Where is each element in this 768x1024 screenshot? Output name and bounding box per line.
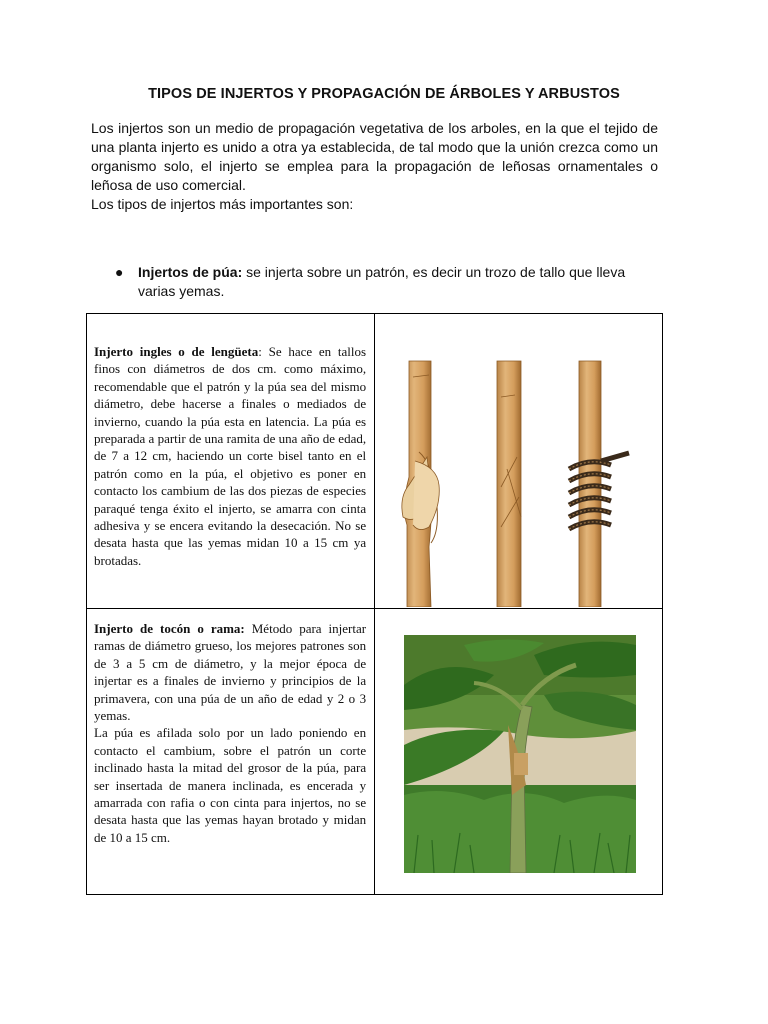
- bullet-term: Injertos de púa:: [138, 264, 243, 280]
- stick-joined: [497, 361, 521, 607]
- intro-text: Los injertos son un medio de propagación vegetativa de los arboles, en la que el tejido de una planta injerto es unido a otra ya establecida, de tal modo que la unión crezca como un organismo solo, el injerto se emplea para la propagación de leñosas ornamentales o leñosa de uso comercial.: [91, 120, 658, 193]
- stump-graft-photo: [404, 635, 636, 873]
- table-row: [87, 314, 663, 609]
- bullet-dot-icon: ●: [115, 264, 124, 280]
- graft-text: : Se hace en tallos finos con diámetros de dos cm. como máximo, recomendable que el patrón y la púa sea del mismo diámetro, debe hacerse a finales o mediados de invierno, cuando la púa esta en latencia. La púa es preparada a partir de una ramita de una año de edad, de 7 a 12 cm, haciendo un corte bisel tanto en el patrón como en la púa, el objetivo es poner en contacto los cambium de las dos piezas de especies paraqué tenga éxito el injerto, se amarra con cinta adhesiva y se encera evitando la desecación. No se desata hasta que las yemas midan 10 a 15 cm ya brotadas.: [94, 344, 367, 568]
- bullet-description: se injerta sobre un patrón, es decir un trozo de tallo que lleva varias yemas.: [138, 264, 626, 299]
- table-cell-description: [87, 609, 375, 895]
- intro-line2: Los tipos de injertos más importantes son:: [91, 196, 354, 212]
- graft-term: Injerto ingles o de lengüeta: [94, 344, 259, 359]
- table-cell-description: [87, 314, 375, 609]
- page-title: TIPOS DE INJERTOS Y PROPAGACIÓN DE ÁRBOLES Y ARBUSTOS: [148, 86, 620, 102]
- whip-graft-illustration: [389, 357, 641, 607]
- stick-tied: [569, 361, 629, 607]
- table-cell-image: [375, 609, 663, 895]
- graft-term: Injerto de tocón o rama:: [94, 621, 245, 636]
- stick-prepared-cut: [402, 361, 439, 607]
- table-row: [87, 609, 663, 895]
- intro-paragraph: [91, 119, 658, 214]
- graft-types-table: [86, 313, 663, 895]
- table-cell-image: [375, 314, 663, 609]
- bullet-text: [138, 263, 658, 301]
- graft-description: [94, 620, 366, 846]
- graft-text: Método para injertar ramas de diámetro grueso, los mejores patrones son de 3 a 5 cm de diámetro, y la mejor época de injertar es a finales de invierno y principios de la primavera, con una púa de un año de edad y 2 o 3 yemas.: [94, 621, 367, 724]
- graft-description: [94, 343, 366, 569]
- graft-text-2: La púa es afilada solo por un lado poniendo en contacto el cambium, sobre el patrón un corte inclinado hasta la mitad del grosor de la púa, para ser insertada de manera inclinada, es encerada y amarrada con rafia o con cinta para injertos, no se desata hasta que las yemas hayan brotado y midan de 10 a 15 cm.: [94, 725, 367, 845]
